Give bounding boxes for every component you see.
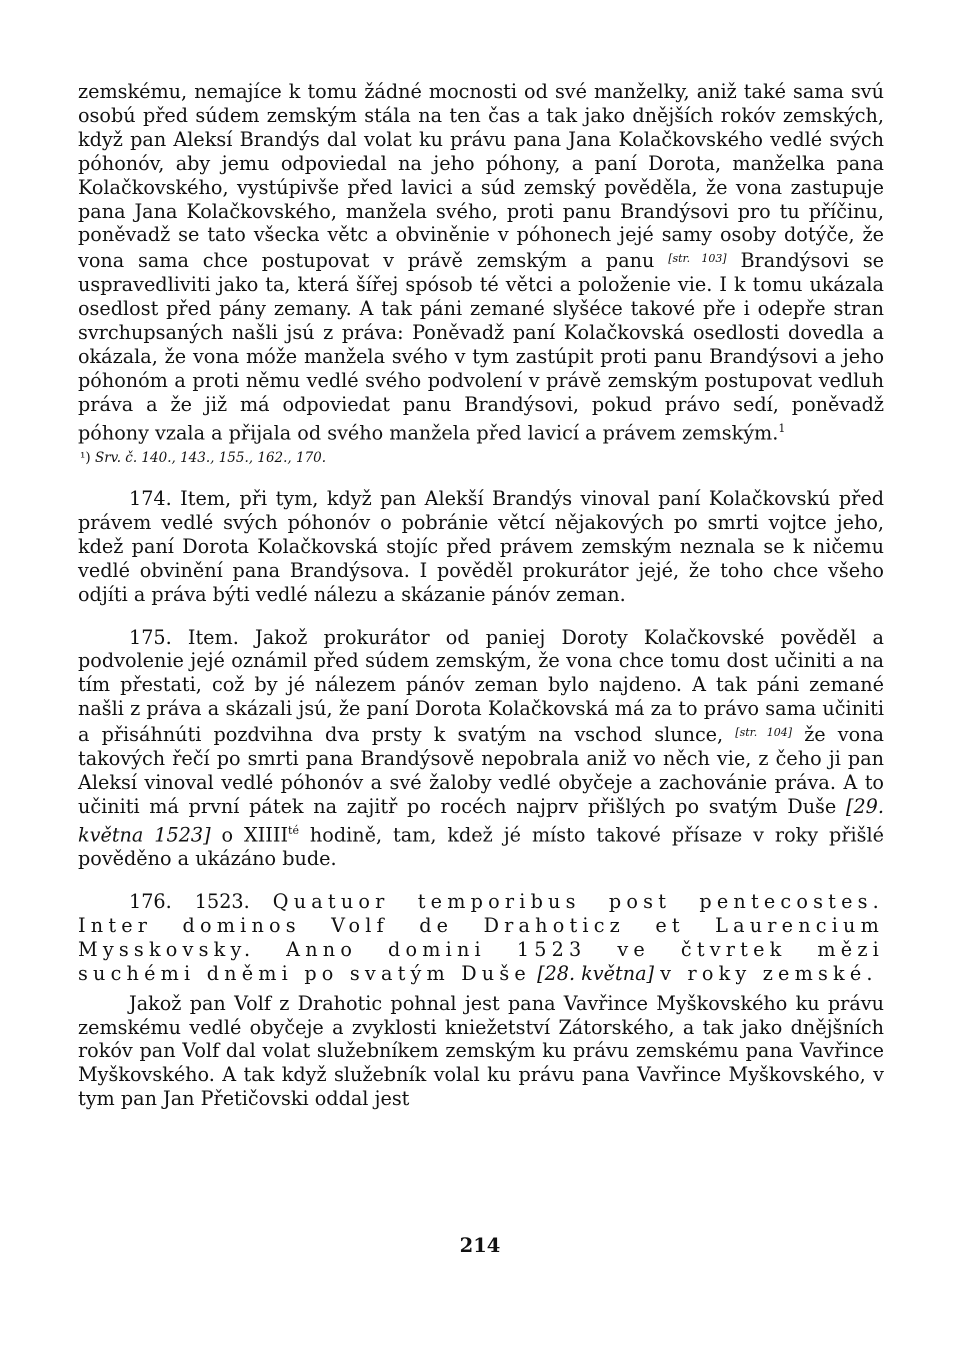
- paragraph-text: zemskému, nemajíce k tomu žádné mocnosti od své manželky, aniž také sama svú osobú před súdem zemským stála na ten čas a tak jako dnějších rokóv zemských, když pan Aleksí Brandýs dal volat ku právu pana Jana Kolačkovského vedlé svých póhonóv, aby jemu odpoviedal na jeho póhony, a paní Dorota, manželka pana Kolačkovského, vystúpivše před lavici a súd zemský pověděla, že vona zastupuje pana Jana Kolačkovského, manžela svého, proti panu Brandýsovi pro tu příčinu, poněvadž se tato všecka větc a obviněnie v póhonech jejé samy osoby dotýče, že vona sama chce postupovat v právě zemským a panu: [78, 80, 884, 273]
- footnote-text: Srv. č. 140., 143., 155., 162., 170.: [94, 449, 327, 466]
- paragraph-177: Jakož pan Volf z Drahotic pohnal jest pana Vavřince Myškovského ku právu zemskému vedlé obyčeje a zvyklosti kniežetství Zátorského, a tak jako dnějšních rokóv pan Volf dal volat služebníkem zemským ku právu zemskému pana Vavřince Myškovského. A tak když služebník volal ku právu pana Vavřince Myškovského, v tym pan Jan Přetičovski oddal jest: [78, 991, 884, 1111]
- paragraph-176-heading: [78, 890, 884, 986]
- date-annotation: [28. května]: [537, 961, 654, 985]
- paragraph-text: že vona takových řečí po smrti pana Brandýsově nepobrala aniž vo něch vie, z čeho ji pan Aleksí vinoval vedlé póhonóv a své žaloby vedlé obyčeje a zachovánie práva. A to učiniti má první pátek na zajitř po rocéch najprv přišlých po svatým Duše: [78, 723, 884, 818]
- paragraph-text: o XIIII: [221, 823, 289, 847]
- page-number: 214: [459, 1234, 501, 1257]
- latin-heading: Quatuor temporibus post pentecostes. Inter dominos Volf de Drahoticz et Laurencium Mysskovsky. Anno domini 1523 ve čtvrtek mězi suchémi dněmi po svatým Duše: [78, 889, 884, 985]
- entry-number: 176. 1523.: [129, 889, 250, 913]
- paragraph-text: hodině, tam, kdež jé místo takové přísaze v roky přišlé pověděno a ukázáno bude.: [78, 823, 884, 871]
- heading-tail: v roky zemské.: [660, 961, 878, 985]
- paragraph-text: Brandýsovi se uspravedliviti jako ta, která šířej spósob té větci a položenie vie. I k tomu ukázala osedlost před pány zemany. A tak páni zemané slyšéce takové pře i odepře stran svrchupsaných našli jsú z práva: Poněvadž paní Kolačkovská osedlosti dovedla a okázala, že vona móže manžela svého v tym zastúpit proti panu Brandýsovi a jeho póhonóm a proti němu vedlé svého podvolení v právě zemským postupovat vedluh práva a že již má odpoviedat panu Brandýsovi, pokud právo sedí, poněvadž póhony vzala a přijala od svého manžela před lavicí a právem zemským.: [78, 249, 885, 445]
- paragraph-text: 175. Item. Jakož prokurátor od paniej Doroty Kolačkovské pověděl a podvolenie jejé oznámil před súdem zemským, že vona chce tomu dost učiniti a na tím přestati, což by jé nálezem pánóv zeman bylo najdeno. A tak páni zemané našli z práva a skázali jsú, že paní Dorota Kolačkovská má za to právo sama učiniti a přisáhnúti pozdvihna dva prsty k svatým na vschod slunce,: [78, 625, 884, 747]
- paragraph-continuation: [78, 80, 884, 445]
- footnote-mark: ¹): [80, 449, 91, 466]
- document-page: [78, 80, 884, 1111]
- date-annotation: [29. května 1523]: [78, 794, 884, 847]
- superscript: té: [288, 823, 299, 837]
- paragraph-175: [78, 626, 884, 871]
- page-reference: [str. 103]: [668, 252, 727, 266]
- footnote: [78, 448, 884, 468]
- page-reference: [str. 104]: [735, 726, 793, 740]
- paragraph-174: 174. Item, při tym, když pan Alekší Brandýs vinoval paní Kolačkovskú před právem vedlé svých póhonóv o pobránie větcí nějakových po smrti vojtce jeho, kdež paní Dorota Kolačkovská stojíc před právem zemským neznala se k ničemu vedlé obvinění pana Brandýsova. I pověděl prokurátor jejé, že toho chce všeho odjíti a práva býti vedlé nálezu a skázanie pánóv zeman.: [78, 486, 884, 606]
- footnote-marker: 1: [778, 421, 786, 435]
